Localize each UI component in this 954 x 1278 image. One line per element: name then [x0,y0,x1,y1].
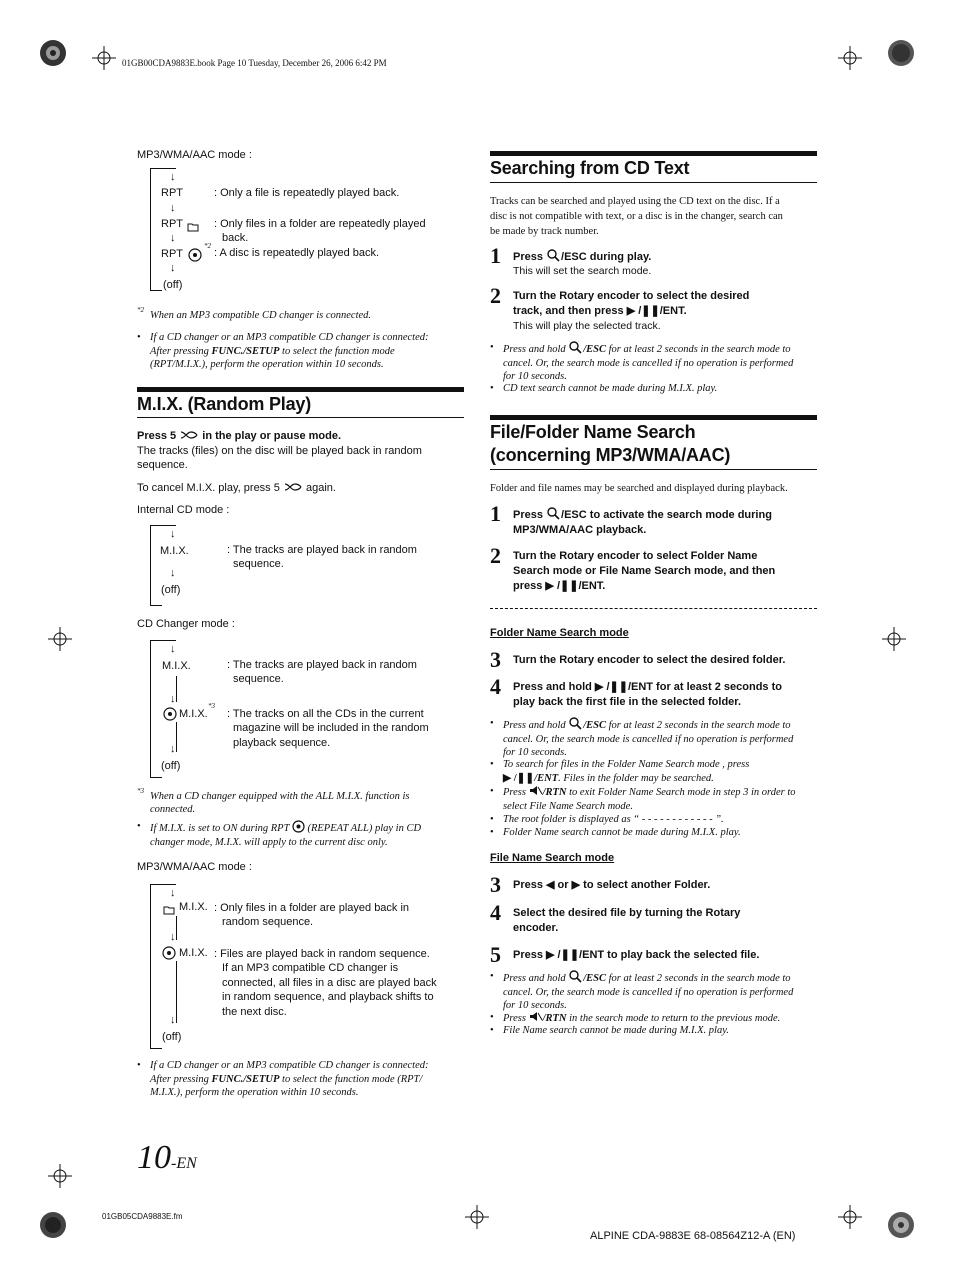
mix-desc: The tracks (files) on the disc will be played back in random [137,445,422,457]
disc-icon [163,707,177,726]
registration-mark-bottom-left [38,1210,68,1245]
folder-step-4-text: Press and hold ▶ /❚❚/ENT for at least 2 seconds to play back the first file in the selected folder. [513,681,782,708]
file-bullet-2: • Press /RTN in the search mode to return to the previous mode. [490,1012,781,1024]
rpt2-desc: : Only files in a folder are repeatedly played [214,218,426,230]
int-cycle-bottom [150,605,162,606]
ch-cycle-bottom [150,777,162,778]
rpt-cycle-bottom [150,290,162,291]
mute-return-icon [529,1013,543,1024]
cdtext-bullet-2: • CD text search cannot be made during M.I.X. play. [490,383,718,394]
mp3-cycle-line [150,884,151,1048]
mp3-mix2-desc-d: in random sequence, and playback shifts to [222,991,434,1003]
mp3-mode-label: MP3/WMA/AAC mode : [137,861,252,873]
folder-bullet-4: • The root folder is displayed as “ - - - - - - - - - - - - ”. [490,814,724,825]
ff-heading-rule [490,469,817,470]
ff-heading-bar [490,415,817,420]
int-mix-desc-cont: sequence. [233,558,284,570]
mp3-cycle-bottom [150,1048,162,1049]
file-mode-heading: File Name Search mode [490,852,615,864]
ff-heading: File/Folder Name Search (concerning MP3/WMA/AAC) [490,422,731,465]
folder-bullet-3: • Press /RTN to exit Folder Name Search mode in step 3 in order to select File Name Search mode. [490,786,796,812]
int-off: (off) [161,584,181,596]
rpt-cycle-top [150,168,176,169]
rpt-off: (off) [163,279,183,291]
cdtext-intro: Tracks can be searched and played using the CD text on the disc. If a disc is not compatible with text, or a disc is in the changer, search can be made by track number. [490,196,783,237]
mp3-mix1-label: M.I.X. [179,901,208,913]
cdtext-heading-rule [490,182,817,183]
down-arrow-icon: ↓ [170,743,176,755]
folder-bullet-1: • Press and hold /ESC for at least 2 seconds in the search mode to cancel. Or, the search mode is cancelled if no operation is performed for 10 seconds. [490,718,794,759]
right-arrow-icon: ▶ [571,879,581,891]
step-2-number: 2 [490,283,501,308]
mp3-cycle-top [150,884,176,885]
file-step-5-number: 5 [490,942,501,967]
mix-cancel: To cancel M.I.X. play, press 5 again. [137,482,336,494]
ch-mix-desc: : The tracks are played back in random [227,659,417,671]
folder-step-3-text: Turn the Rotary encoder to select the desired folder. [513,654,786,666]
folder-step-4-number: 4 [490,674,501,699]
mp3-arrow-line [176,916,177,940]
fn3-mark: *3 [137,787,144,795]
folder-icon [163,902,175,920]
mp3-mix1-desc-cont: random sequence. [222,916,314,928]
mp3-mix2-desc-b: If an MP3 compatible CD changer is [222,962,399,974]
mp3-mix2-label: M.I.X. [179,947,208,959]
random-icon [179,430,199,442]
mix-press-instruction: Press 5 in the play or pause mode. [137,430,342,442]
mp3-arrow-line-2 [176,961,177,1023]
file-step-4-number: 4 [490,900,501,925]
crosshair-bottom-center [465,1205,489,1234]
changer-mode-label: CD Changer mode : [137,618,235,630]
crosshair-top-1 [92,46,116,75]
ch-arrow-line-2 [176,722,177,752]
disc-icon [162,946,176,965]
play-pause-icon: ▶ /❚❚ [626,305,660,317]
fn3-text: When a CD changer equipped with the ALL M.I.X. function is [150,791,410,802]
down-arrow-icon: ↓ [170,931,176,943]
model-footer: ALPINE CDA-9883E 68-08564Z12-A (EN) [590,1230,796,1242]
file-step-4-text: Select the desired file by turning the Rotary encoder. [513,907,741,934]
int-cycle-top [150,525,176,526]
rpt1-desc: : Only a file is repeatedly played back. [214,187,400,199]
play-pause-icon: ▶ /❚❚ [503,772,535,784]
step-1-text: Press /ESC during play. [513,251,652,263]
down-arrow-icon: ↓ [170,887,176,899]
ch-arrow-line [176,676,177,702]
step-1-sub: This will set the search mode. [513,265,652,277]
registration-mark-top-left [38,38,68,73]
play-pause-icon: ▶ /❚❚ [545,580,579,592]
ch-off: (off) [161,760,181,772]
folder-bullet-2: • To search for files in the Folder Name Search mode , press ▶ /❚❚/ENT. Files in the folder may be searched. [490,759,750,784]
down-arrow-icon: ↓ [170,643,176,655]
crosshair-top-2 [838,46,862,75]
mp3-mix2-desc: : Files are played back in random sequence. [214,948,430,960]
page-number: 10-EN [137,1139,197,1176]
mix-heading: M.I.X. (Random Play) [137,394,312,414]
down-arrow-icon: ↓ [170,262,176,274]
disc-icon [292,823,305,834]
search-icon [568,973,583,984]
int-cycle-line [150,525,151,605]
mix-heading-rule [137,417,464,418]
down-arrow-icon: ↓ [170,567,176,579]
ch-mix-label: M.I.X. [162,660,191,672]
folder-mode-heading: Folder Name Search mode [490,627,629,639]
int-mix-label: M.I.X. [160,545,189,557]
file-step-5-text: Press ▶ /❚❚/ENT to play back the selected file. [513,949,760,961]
crosshair-bottom-right [838,1205,862,1234]
down-arrow-icon: ↓ [170,528,176,540]
cdtext-heading: Searching from CD Text [490,158,690,178]
search-icon [568,720,583,731]
rpt3-label: RPT [161,248,183,260]
ch-cycle-top [150,640,176,641]
internal-mode-label: Internal CD mode : [137,504,230,516]
play-pause-icon: ▶ /❚❚ [594,681,628,693]
left-arrow-icon: ◀ [546,879,555,891]
search-icon [568,344,583,355]
mp3-mix2-desc-e: the next disc. [222,1006,287,1018]
down-arrow-icon: ↓ [170,171,176,183]
mix-heading-bar [137,387,464,392]
crosshair-left-mid [48,627,72,656]
step-2-text: Turn the Rotary encoder to select the desired track, and then press ▶ /❚❚/ENT. [513,290,750,317]
ch-allmix-sup: *3 [208,702,215,710]
step-2-sub: This will play the selected track. [513,320,661,332]
ff-step-2-number: 2 [490,543,501,568]
cdtext-heading-bar [490,151,817,156]
fn2-mark: *2 [137,306,144,314]
dashed-divider [490,608,817,609]
file-bullet-3: • File Name search cannot be made during M.I.X. play. [490,1025,729,1036]
down-arrow-icon: ↓ [170,693,176,705]
file-bullet-1: • Press and hold /ESC for at least 2 seconds in the search mode to cancel. Or, the search mode is cancelled if no operation is performed for 10 seconds. [490,971,794,1012]
mp3-off: (off) [162,1031,182,1043]
rpt2-label: RPT [161,218,183,230]
file-stamp: 01GB00CDA9883E.book Page 10 Tuesday, December 26, 2006 6:42 PM [122,58,387,68]
ch-mix-desc-cont: sequence. [233,673,284,685]
rpt2-desc-cont: back. [222,232,249,244]
rpt-note: • If a CD changer or an MP3 compatible CD changer is connected: After pressing FUNC./SETUP to select the function mode (RPT/M.I.X.), perform the operation within 10 seconds. [137,332,429,371]
folder-icon [187,219,199,237]
disc-icon [188,248,202,267]
rpt-mode-label: MP3/WMA/AAC mode : [137,149,252,161]
fn2-text: When an MP3 compatible CD changer is connected. [150,310,372,321]
folder-step-3-number: 3 [490,647,501,672]
search-icon [546,251,561,263]
cdtext-bullet-1: • Press and hold /ESC for at least 2 seconds in the search mode to cancel. Or, the search mode is cancelled if no operation is performed for 10 seconds. [490,342,794,383]
ff-step-1-number: 1 [490,501,501,526]
end-note: • If a CD changer or an MP3 compatible CD changer is connected: After pressing FUNC./SETUP to select the function mode (RPT/ M.I.X.), perform the operation within 10 seconds. [137,1060,429,1099]
rpt-cycle-line [150,168,151,290]
mute-return-icon [529,787,543,798]
ch-allmix-desc-b: magazine will be included in the random [233,722,429,734]
search-icon [546,509,561,521]
down-arrow-icon: ↓ [170,202,176,214]
ff-intro: Folder and file names may be searched and displayed during playback. [490,483,788,494]
folder-bullet-5: • Folder Name search cannot be made during M.I.X. play. [490,827,741,838]
fm-file-stamp: 01GB05CDA9883E.fm [102,1212,183,1221]
rpt1-label: RPT [161,187,183,199]
ff-step-2-text: Turn the Rotary encoder to select Folder Name Search mode or File Name Search mode, and then press ▶ /❚❚/ENT. [513,550,776,592]
ch-cycle-line [150,640,151,777]
ch-allmix-label: M.I.X. [179,708,208,720]
mix-note: • If M.I.X. is set to ON during RPT (REPEAT ALL) play in CD changer mode, M.I.X. will apply to the current disc only. [137,821,422,848]
down-arrow-icon: ↓ [170,232,176,244]
crosshair-right-mid [882,627,906,656]
ff-step-1-text: Press /ESC to activate the search mode during MP3/WMA/AAC playback. [513,509,772,536]
rpt3-sup: *2 [204,242,211,250]
int-mix-desc: : The tracks are played back in random [227,544,417,556]
file-step-3-text: Press ◀ or ▶ to select another Folder. [513,879,711,891]
ch-allmix-desc-c: playback sequence. [233,737,331,749]
ch-allmix-desc: : The tracks on all the CDs in the current [227,708,424,720]
step-1-number: 1 [490,243,501,268]
crosshair-bottom-left [48,1164,72,1193]
registration-mark-bottom-right [886,1210,916,1245]
random-icon [283,482,303,494]
play-pause-icon: ▶ /❚❚ [546,949,580,961]
mp3-mix1-desc: : Only files in a folder are played back in [214,902,410,914]
fn3-text-cont: connected. [150,804,196,815]
down-arrow-icon: ↓ [170,1014,176,1026]
mp3-mix2-desc-c: connected, all files in a disc are played back [222,977,437,989]
mix-desc-cont: sequence. [137,459,188,471]
registration-mark-top-right [886,38,916,73]
file-step-3-number: 3 [490,872,501,897]
rpt3-desc: : A disc is repeatedly played back. [214,247,380,259]
